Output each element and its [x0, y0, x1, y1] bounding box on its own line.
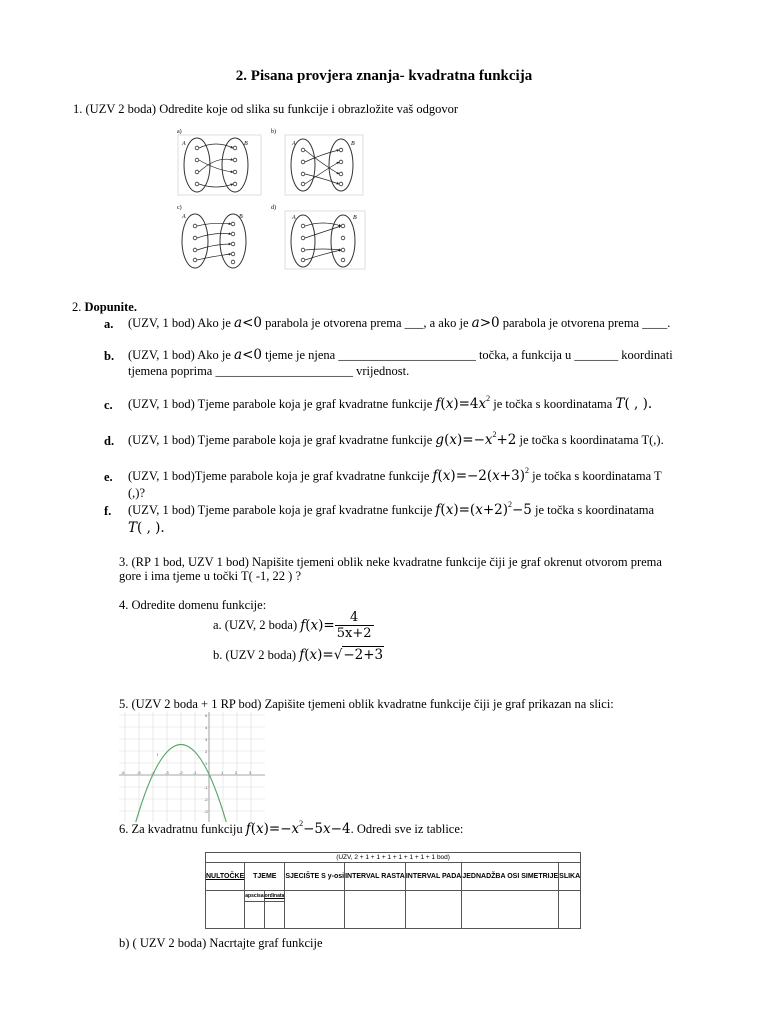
cell-os-simetrije[interactable]: [462, 891, 559, 929]
svg-text:-1: -1: [204, 785, 208, 790]
cell-interval-rasta[interactable]: [345, 891, 406, 929]
svg-text:3: 3: [205, 737, 208, 742]
question-2-heading: 2. Dopunite.: [72, 300, 137, 314]
cell-slika[interactable]: [559, 891, 581, 929]
svg-text:1: 1: [205, 761, 208, 766]
question-6-text: 6. Za kvadratnu funkciju $f(x)=-x^2-5x-4$. Odredi sve iz tablice:: [119, 819, 464, 837]
mapping-diagram-b: [271, 128, 363, 195]
col-header-sjeciste: SJECIŠTE S y-osi: [285, 863, 345, 891]
mapping-diagram-a: [177, 128, 261, 195]
item-d-text: (UZV, 1 bod) Tjeme parabole koja je graf kvadratne funkcije $g(x)=-x^2+2$ je točka s koordinatama T(,).: [128, 430, 664, 448]
item-c-label: c.: [104, 398, 113, 412]
question-3-line1: 3. (RP 1 bod, UZV 1 bod) Napišite tjemeni oblik neke kvadratne funkcije čiji je graf okrenut otvorom prema: [119, 555, 662, 569]
item-e-text-line2: (,)?: [128, 486, 145, 500]
svg-text:B: B: [351, 141, 355, 147]
svg-text:-2: -2: [204, 797, 208, 802]
svg-text:B: B: [239, 214, 243, 220]
svg-text:-3: -3: [204, 809, 208, 814]
question-6-table: [205, 852, 581, 929]
cell-apscisa[interactable]: [245, 902, 264, 929]
question-1-text: 1. (UZV 2 boda) Odredite koje od slika su funkcije i obrazložite vaš odgovor: [73, 102, 459, 116]
svg-text:-6: -6: [121, 770, 125, 775]
sub-header-apscisa: apscisa: [245, 891, 264, 902]
svg-text:-3: -3: [165, 770, 169, 775]
item-f-text-line2: T( , ).: [128, 520, 165, 536]
item-e-text: (UZV, 1 bod)Tjeme parabole koja je graf kvadratne funkcije $f(x)=-2(x+3)^2$ je točka s koordinatama T: [128, 466, 662, 484]
cell-ordinata[interactable]: [264, 902, 285, 929]
mapping-diagram-c: [177, 204, 246, 268]
svg-text:B: B: [244, 141, 248, 147]
item-b-text: (UZV, 1 bod) Ako je a<0 tjeme je njena ______________________ točka, a funkcija u _______ koordinati: [128, 347, 673, 363]
item-f-text: (UZV, 1 bod) Tjeme parabole koja je graf kvadratne funkcije $f(x)=(x+2)^2-5$ je točka s koordinatama: [128, 500, 655, 518]
cell-nultocke[interactable]: [206, 891, 245, 929]
svg-text:A: A: [292, 215, 296, 221]
item-a-label: a.: [104, 317, 114, 331]
col-header-interval-pada: INTERVAL PADA: [405, 863, 462, 891]
col-header-slika: SLIKA: [559, 863, 581, 891]
svg-text:-1: -1: [193, 770, 197, 775]
svg-text:-2: -2: [179, 770, 183, 775]
panel-label-c: c): [177, 205, 182, 211]
cell-sjeciste[interactable]: [285, 891, 345, 929]
svg-text:2: 2: [235, 770, 238, 775]
svg-text:-4: -4: [151, 770, 155, 775]
mapping-diagram-d: [271, 204, 365, 269]
cell-interval-pada[interactable]: [405, 891, 462, 929]
col-header-os-simetrije: JEDNADŽBA OSI SIMETRIJE: [462, 863, 559, 891]
svg-text:2: 2: [205, 749, 208, 754]
svg-text:3: 3: [249, 770, 252, 775]
table-title: (UZV, 2 + 1 + 1 + 1 + 1 + 1 + 1 + 1 bod): [206, 853, 581, 863]
panel-label-a: a): [177, 129, 182, 135]
mapping-diagrams-figure: [175, 126, 370, 272]
svg-text:A: A: [182, 214, 186, 220]
col-header-tjeme: TJEME: [245, 863, 285, 891]
panel-label-b: b): [271, 129, 276, 135]
item-a-text: (UZV, 1 bod) Ako je a<0 parabola je otvorena prema ___, a ako je a>0 parabola je otvorena prema ____.: [128, 315, 671, 331]
item-d-label: d.: [104, 434, 115, 448]
item-c-text: (UZV, 1 bod) Tjeme parabole koja je graf kvadratne funkcije $f(x)=4x^2$ je točka s koordinatama T( , ).: [128, 394, 653, 412]
question-4-text: 4. Odredite domenu funkcije:: [119, 598, 267, 612]
panel-label-d: d): [271, 205, 276, 211]
svg-text:-5: -5: [137, 770, 141, 775]
col-header-interval-rasta: INTERVAL RASTA: [345, 863, 406, 891]
svg-text:5: 5: [205, 713, 208, 718]
svg-text:A: A: [182, 141, 186, 147]
sub-header-ordinata: ordinata: [264, 891, 285, 902]
col-header-nultocke: NULTOČKE: [206, 863, 245, 891]
question-6b-text: b) ( UZV 2 boda) Nacrtajte graf funkcije: [119, 936, 323, 950]
question-3-line2: gore i ima tjeme u točki T( -1, 22 ) ?: [119, 569, 302, 583]
item-f-label: f.: [104, 504, 112, 518]
item-e-label: e.: [104, 470, 113, 484]
item-b-text-line2: tjemena poprima ______________________ vrijednost.: [128, 364, 410, 378]
svg-text:f: f: [157, 752, 159, 757]
page-title: 2. Pisana provjera znanja- kvadratna funkcija: [235, 68, 533, 84]
svg-text:A: A: [292, 141, 296, 147]
svg-text:B: B: [353, 215, 357, 221]
question-4a: a. (UZV, 2 boda) f(x)= $\frac{4}{5x+2}$: [213, 610, 372, 641]
svg-text:4: 4: [205, 725, 208, 730]
question-5-text: 5. (UZV 2 boda + 1 RP bod) Zapišite tjemeni oblik kvadratne funkcije čiji je graf prikazan na slici:: [119, 697, 614, 711]
question-4b: b. (UZV 2 boda) f(x)=√−2+3: [213, 647, 384, 663]
svg-text:1: 1: [221, 770, 224, 775]
item-b-label: b.: [104, 349, 115, 363]
parabola-graph: [119, 712, 265, 822]
